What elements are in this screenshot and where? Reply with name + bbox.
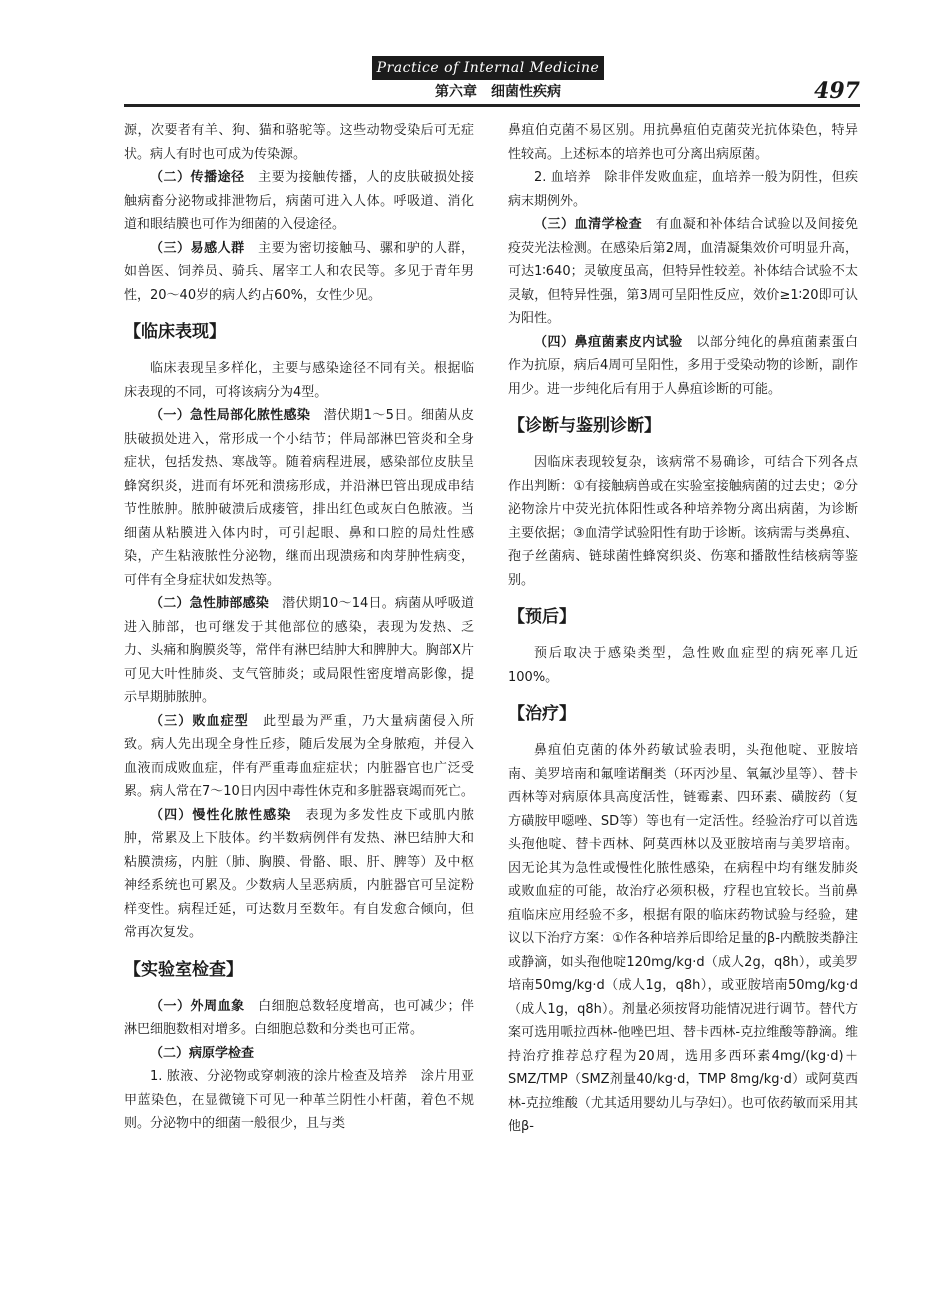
paragraph: 源，次要者有羊、狗、猫和骆驼等。这些动物受染后可无症状。病人有时也可成为传染源。 [124, 123, 474, 162]
subsection-label: （四）慢性化脓性感染 [150, 807, 292, 823]
section-heading-diagnosis: 【诊断与鉴别诊断】 [508, 416, 661, 436]
paragraph [124, 592, 474, 710]
paragraph-text: 潜伏期10～14日。病菌从呼吸道进入肺部，也可继发于其他部位的感染，表现为发热、乏力、头痛和胸膜炎等，常伴有淋巴结肿大和脾肿大。胸部X片可见大叶性肺炎、支气管肺炎；或局限性密度增高影像，提示早期肺脓肿。 [124, 596, 474, 705]
paragraph [508, 331, 858, 402]
section-heading-clinical: 【临床表现】 [124, 322, 226, 342]
paragraph-text: 此型最为严重，乃大量病菌侵入所致。病人先出现全身性丘疹，随后发展为全身脓疱，并侵入血液而成败血症，伴有严重毒血症症状；内脏器官也广泛受累。病人常在7～10日内因中毒性休克和多脏器衰竭而死亡。 [124, 713, 474, 799]
paragraph: 鼻疽伯克菌不易区别。用抗鼻疽伯克菌荧光抗体染色，特异性较高。上述标本的培养也可分离出病原菌。 [508, 123, 858, 162]
paragraph: 2. 血培养 除非伴发败血症，血培养一般为阴性，但疾病末期例外。 [508, 170, 858, 209]
paragraph-text: 主要为密切接触马、骡和驴的人群，如兽医、饲养员、骑兵、屠宰工人和农民等。多见于青年男性，20～40岁的病人约占60%，女性少见。 [124, 240, 474, 303]
paragraph [124, 995, 474, 1042]
subsection-label: （四）鼻疽菌素皮内试验 [534, 334, 683, 350]
paragraph: 鼻疽伯克菌的体外药敏试验表明，头孢他啶、亚胺培南、美罗培南和氟喹诺酮类（环丙沙星、氧氟沙星等）、替卡西林等对病原体具高度活性，链霉素、四环素、磺胺药（复方磺胺甲噁唑、SD等）等也有一定活性。经验治疗可以首选头孢他啶、替卡西林、阿莫西林以及亚胺培南与美罗培南。因无论其为急性或慢性化脓性感染，在病程中均有继发肺炎或败血症的可能，故治疗必须积极，疗程也宜较长。当前鼻疽临床应用经验不多，根据有限的临床药物试验与经验，建议以下治疗方案：①作各种培养后即给足量的β-内酰胺类静注或静滴，如头孢他啶120mg/kg·d（成人2g，q8h），或美罗培南50mg/kg·d（成人1g，q8h），或亚胺培南50mg/kg·d（成人1g，q8h）。剂量必须按肾功能情况进行调节。替代方案可选用哌拉西林-他唑巴坦、替卡西林-克拉维酸等静滴。维持治疗推荐总疗程为20周，选用多西环素4mg/(kg·d)＋SMZ/TMP（SMZ剂量40/kg·d，TMP 8mg/kg·d）或阿莫西林-克拉维酸（尤其适用婴幼儿与孕妇）。也可依药敏而采用其他β- [508, 743, 858, 1134]
section-heading-treatment: 【治疗】 [508, 704, 576, 724]
paragraph [124, 804, 474, 945]
section-heading-prognosis: 【预后】 [508, 607, 576, 627]
subsection-label: （三）易感人群 [150, 240, 245, 256]
subsection-label: （三）血清学检查 [534, 217, 643, 232]
paragraph: 因临床表现较复杂，该病常不易确诊，可结合下列各点作出判断：①有接触病兽或在实验室接触病菌的过去史；②分泌物涂片中荧光抗体阳性或各种培养物分离出病菌，为诊断主要依据；③血清学试验阳性有助于诊断。该病需与类鼻疽、孢子丝菌病、链球菌性蜂窝织炎、伤寒和播散性结核病等鉴别。 [508, 455, 858, 588]
subsection-label: （三）败血症型 [150, 713, 249, 729]
subsection-label: （二）急性肺部感染 [150, 596, 269, 611]
left-column [124, 119, 474, 1136]
paragraph [124, 237, 474, 308]
subsection-label: （一）急性局部化脓性感染 [150, 408, 311, 423]
header-rule [124, 104, 860, 107]
paragraph [124, 404, 474, 592]
section-heading-lab: 【实验室检查】 [124, 959, 243, 980]
paragraph-text: 有血凝和补体结合试验以及间接免疫荧光法检测。在感染后第2周，血清凝集效价可明显升高，可达1∶640；灵敏度虽高，但特异性较差。补体结合试验不太灵敏，但特异性强，第3周可呈阳性反应，效价≥1∶20即可认为阳性。 [508, 217, 858, 326]
paragraph [508, 213, 858, 331]
paragraph [124, 710, 474, 804]
paragraph-text: 以部分纯化的鼻疽菌素蛋白作为抗原，病后4周可呈阳性，多用于受染动物的诊断，副作用少。进一步纯化后有用于人鼻疽诊断的可能。 [508, 334, 858, 397]
subsection-label: （二）传播途径 [150, 170, 245, 185]
paragraph [124, 166, 474, 237]
paragraph-text: 潜伏期1～5日。细菌从皮肤破损处进入，常形成一个小结节；伴局部淋巴管炎和全身症状，包括发热、寒战等。随着病程进展，感染部位皮肤呈蜂窝织炎，进而有坏死和溃疡形成，并沿淋巴管出现成串结节性脓肿。脓肿破溃后成瘘管，排出红色或灰白色脓液。当细菌从粘膜进入体内时，可引起眼、鼻和口腔的局灶性感染，产生粘液脓性分泌物，继而出现溃疡和肉芽肿性病变，可伴有全身症状如发热等。 [124, 408, 474, 588]
paragraph: 临床表现呈多样化，主要与感染途径不同有关。根据临床表现的不同，可将该病分为4型。 [124, 361, 474, 400]
subsection-label: （一）外周血象 [150, 998, 245, 1014]
paragraph-text: 白细胞总数轻度增高，也可减少；伴淋巴细胞数相对增多。白细胞总数和分类也可正常。 [124, 998, 474, 1037]
right-column [508, 119, 858, 1139]
paragraph-text: 表现为多发性皮下或肌内脓肿，常累及上下肢体。约半数病例伴有发热、淋巴结肿大和粘膜溃疡，内脏（肺、胸膜、骨骼、眼、肝、脾等）及中枢神经系统也可累及。少数病人呈恶病质，内脏器官可呈淀粉样变性。病程迁延，可达数月至数年。有自发愈合倾向，但常再次复发。 [124, 807, 474, 940]
paragraph: 预后取决于感染类型，急性败血症型的病死率几近100%。 [508, 646, 858, 685]
chapter-title: 第六章 细菌性疾病 [435, 84, 561, 100]
paragraph: 1. 脓液、分泌物或穿刺液的涂片检查及培养 涂片用亚甲蓝染色，在显微镜下可见一种革兰阴性小杆菌，着色不规则。分泌物中的细菌一般很少，且与类 [124, 1069, 474, 1131]
paragraph [124, 1042, 474, 1066]
journal-banner: Practice of Internal Medicine [372, 56, 604, 80]
paragraph-text: 主要为接触传播，人的皮肤破损处接触病畜分泌物或排泄物后，病菌可进入人体。呼吸道、消化道和眼结膜也可作为细菌的入侵途径。 [124, 170, 474, 232]
page-number: 497 [814, 78, 860, 104]
subsection-label: （二）病原学检查 [150, 1045, 255, 1061]
